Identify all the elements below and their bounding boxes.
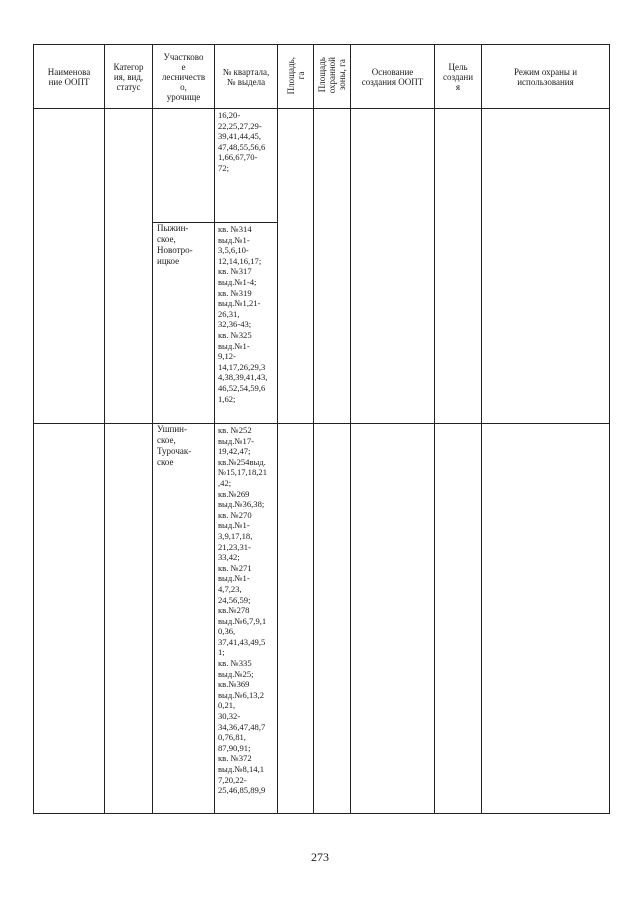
cell-buffer-area bbox=[314, 109, 351, 424]
cell-quarters: кв. №314 выд.№1- 3,5,6,10- 12,14,16,17; кв. №317 выд.№1-4; кв. №319 выд.№1,21- 26,31, 32,36-43; кв. №325 выд.№1- 9,12- 14,17,26,29,3 4,38,39,41,43, 46,52,54,59,6 1,62; bbox=[215, 223, 278, 424]
cell-quarters: 16,20- 22,25,27,29- 39,41,44,45, 47,48,55,56,6 1,66,67,70- 72; bbox=[215, 109, 278, 223]
protected-areas-table bbox=[33, 44, 610, 814]
header-forestry: Участково е лесничеств о, урочище bbox=[153, 45, 215, 109]
header-regime: Режим охраны и использования bbox=[482, 45, 610, 109]
table-row bbox=[34, 424, 610, 814]
cell-category bbox=[105, 424, 153, 814]
header-quarter: № квартала, № выдела bbox=[215, 45, 278, 109]
cell-location: Пыжин- ское, Новотро- ицкое bbox=[153, 223, 215, 424]
header-category: Категор ия, вид, статус bbox=[105, 45, 153, 109]
cell-location bbox=[153, 109, 215, 223]
table-header-row bbox=[34, 45, 610, 109]
page-number: 273 bbox=[311, 850, 329, 864]
cell-name bbox=[34, 424, 105, 814]
cell-purpose bbox=[435, 109, 482, 424]
header-area: Площадь, га bbox=[278, 45, 314, 109]
cell-quarters: кв. №252 выд.№17- 19,42,47; кв.№254выд. №15,17,18,21 ,42; кв.№269 выд.№36,38; кв. №270 выд.№1- 3,9,17,18, 21,23,31- 33,42; кв. №271 выд.№1- 4,7,23, 24,56,59; кв.№278 выд.№6,7,9,1 0,36, 37,41,43,49,5 1; кв. №335 выд.№25; кв.№369 выд.№6,13,2 0,21, 30,32- 34,36,47,48,7 0,76,81, 87,90,91; кв. №372 выд.№8,14,1 7,20,22- 25,46,85,89,9 bbox=[215, 424, 278, 814]
table-row bbox=[34, 109, 610, 223]
header-name: Наименова ние ООПТ bbox=[34, 45, 105, 109]
header-purpose: Цель создани я bbox=[435, 45, 482, 109]
cell-basis bbox=[351, 109, 435, 424]
header-basis: Основание создания ООПТ bbox=[351, 45, 435, 109]
header-buffer-area: Площадь охранной зоны, га bbox=[314, 45, 351, 109]
cell-regime bbox=[482, 424, 610, 814]
cell-area bbox=[278, 424, 314, 814]
cell-regime bbox=[482, 109, 610, 424]
cell-purpose bbox=[435, 424, 482, 814]
cell-location: Ушпин- ское, Турочак- ское bbox=[153, 424, 215, 814]
cell-buffer-area bbox=[314, 424, 351, 814]
cell-area bbox=[278, 109, 314, 424]
cell-category bbox=[105, 109, 153, 424]
cell-basis bbox=[351, 424, 435, 814]
cell-name bbox=[34, 109, 105, 424]
